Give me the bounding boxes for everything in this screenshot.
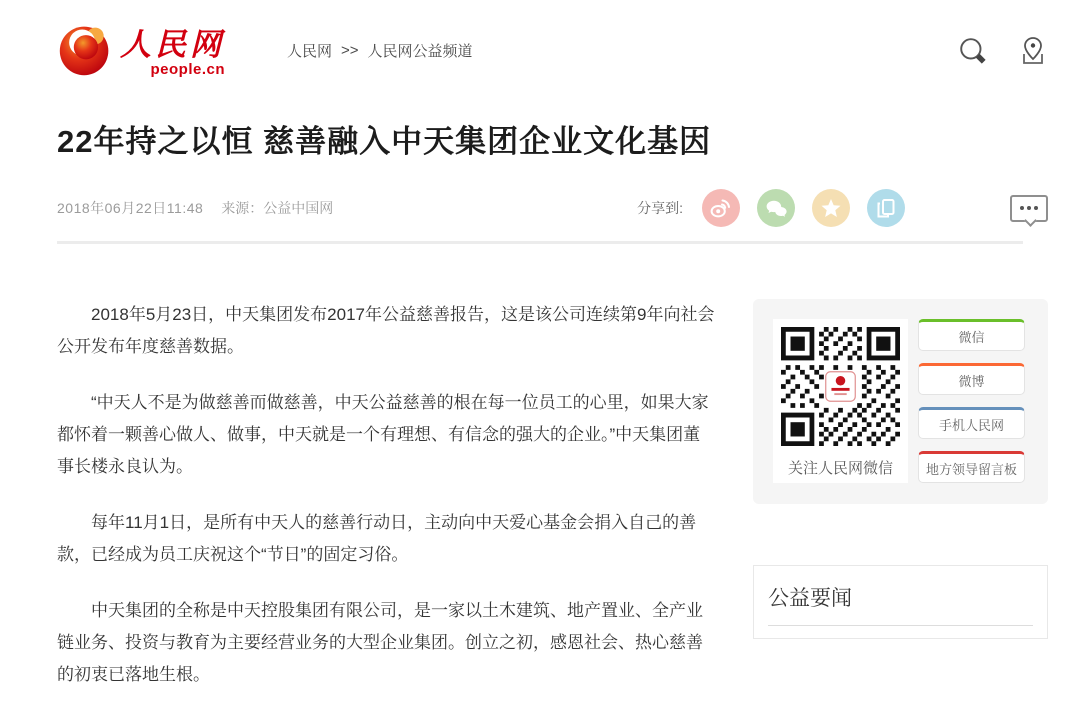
breadcrumb-separator: >> (341, 42, 359, 59)
sidebar (753, 299, 1048, 715)
weibo-share-icon[interactable] (702, 189, 740, 227)
breadcrumb (287, 40, 473, 61)
comment-bubble-icon[interactable] (1010, 195, 1048, 222)
breadcrumb-root[interactable]: 人民网 (287, 43, 333, 60)
logo-text (120, 26, 225, 78)
wechat-share-icon[interactable] (757, 189, 795, 227)
people-cn-logo-icon (57, 22, 113, 83)
article-date: 2018年06月22日11:48 (57, 200, 204, 216)
share-group (637, 189, 1048, 227)
qr-code (781, 327, 900, 446)
sidebar-link-leader-board[interactable]: 地方领导留言板 (918, 451, 1025, 483)
news-section-title: 公益要闻 (768, 587, 852, 610)
news-section-divider (768, 625, 1033, 626)
news-section (753, 565, 1048, 639)
site-header (57, 0, 1048, 82)
article-paragraph: 中天集团的全称是中天控股集团有限公司，是一家以土木建筑、地产置业、全产业链业务、投资与教育为主要经营业务的大型企业集团。创立之初，感恩社会、热心慈善的初衷已落地生根。 (57, 601, 703, 684)
article-meta-row (57, 188, 1048, 228)
location-pin-icon[interactable] (1018, 35, 1048, 72)
header-icons (958, 35, 1048, 72)
article-paragraph: 每年11月1日，是所有中天人的慈善行动日，主动向中天爱心基金会捐入自己的善款，已经成为员工庆祝这个“节日”的固定习俗。 (57, 513, 697, 564)
sidebar-links (918, 319, 1025, 483)
site-logo[interactable] (57, 22, 225, 83)
logo-en-text: people.cn (150, 60, 225, 78)
share-label: 分享到: (637, 200, 683, 216)
breadcrumb-current[interactable]: 人民网公益频道 (367, 43, 473, 60)
copylink-share-icon[interactable] (867, 189, 905, 227)
qr-caption: 关注人民网微信 (787, 460, 893, 477)
article-paragraph: 2018年5月23日，中天集团发布2017年公益慈善报告，这是该公司连续第9年向社会公开发布年度慈善数据。 (57, 305, 715, 356)
qr-panel (773, 319, 908, 483)
logo-cn-text: 人民网 (120, 26, 225, 62)
article-source: 来源：公益中国网 (221, 200, 334, 216)
article-paragraph: “中天人不是为做慈善而做慈善，中天公益慈善的根在每一位员工的心里，如果大家都怀着一颗善心做人、做事，中天就是一个有理想、有信念的强大的企业。”中天集团董事长楼永良认为。 (57, 393, 709, 476)
sidebar-link-mobile-people[interactable]: 手机人民网 (918, 407, 1025, 439)
content-row (57, 299, 1048, 715)
article-body (57, 299, 716, 715)
sidebar-link-weibo[interactable]: 微博 (918, 363, 1025, 395)
search-icon[interactable] (958, 36, 988, 71)
qzone-share-icon[interactable] (812, 189, 850, 227)
follow-widget (753, 299, 1048, 504)
sidebar-link-wechat[interactable]: 微信 (918, 319, 1025, 351)
article-title: 22年持之以恒 慈善融入中天集团企业文化基因 (57, 124, 712, 159)
meta-divider (57, 241, 1023, 244)
